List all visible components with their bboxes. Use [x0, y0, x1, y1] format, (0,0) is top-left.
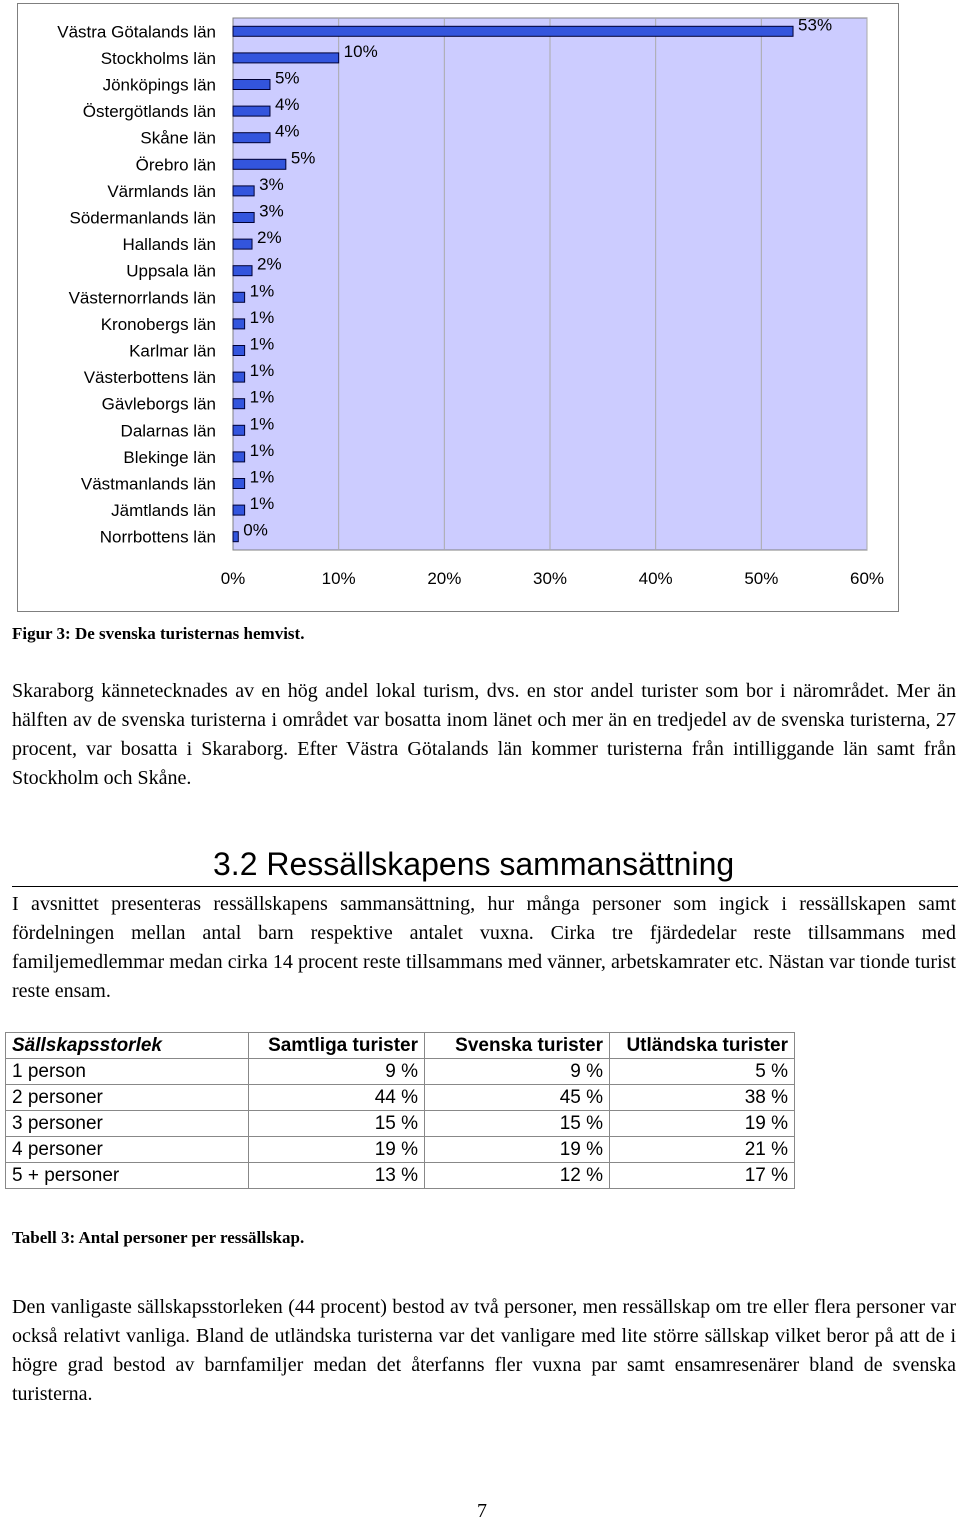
category-label: Örebro län [135, 155, 216, 175]
paragraph-section: I avsnittet presenteras ressällskapens sammansättning, hur många personer som ingick i ressällskapen samt fördelningen mellan antal barn respektive antalet vuxna. Cirka tre fjärdedelar reste tillsammans med familjemedlemmar medan cirka 14 procent reste tillsammans med vänner, arbetskamrater etc. Nästan var tionde turist reste ensam. [12, 893, 956, 1002]
bar [233, 505, 245, 515]
bar [233, 372, 245, 382]
table-header: Sällskapsstorlek [6, 1033, 249, 1059]
data-label: 4% [274, 95, 300, 115]
bar [233, 532, 238, 542]
table-header-row [6, 1033, 795, 1059]
figure-caption: Figur 3: De svenska turisternas hemvist. [12, 624, 305, 643]
table-cell: 19 % [249, 1137, 425, 1163]
data-label: 1% [249, 281, 275, 301]
data-label: 1% [249, 307, 275, 327]
paragraph-discussion: Den vanligaste sällskapsstorleken (44 procent) bestod av två personer, men ressällskap om tre eller flera personer var också relativt vanliga. Bland de utländska turisterna var det vanligare med lite större sällskap vilket beror på att de i högre grad bestod av barnfamiljer medan det återfanns fler vuxna par samt ensamresenärer bland de svenska turisterna. [12, 1296, 956, 1405]
category-label: Västmanlands län [80, 474, 216, 494]
data-label: 4% [274, 121, 300, 141]
table-cell: 5 + personer [6, 1163, 249, 1189]
data-label: 0% [243, 520, 268, 540]
category-label: Norrbottens län [99, 527, 216, 547]
category-label: Stockholms län [100, 48, 216, 68]
bar [233, 266, 252, 276]
page-number: 7 [477, 1500, 487, 1522]
table-row [6, 1085, 795, 1111]
bar [233, 26, 793, 36]
table-cell: 19 % [610, 1111, 795, 1137]
data-label: 1% [249, 467, 275, 487]
x-tick-label: 0% [220, 569, 246, 588]
table-row [6, 1163, 795, 1189]
table-cell: 2 personer [6, 1085, 249, 1111]
bar [233, 319, 245, 329]
table-row [6, 1137, 795, 1163]
data-label: 3% [259, 174, 284, 194]
x-tick-label: 20% [427, 569, 462, 588]
table-row [6, 1111, 795, 1137]
table-caption: Tabell 3: Antal personer per ressällskap. [12, 1228, 305, 1247]
bar [233, 106, 270, 116]
table-cell: 44 % [249, 1085, 425, 1111]
bar [233, 186, 254, 196]
category-label: Skåne län [140, 128, 216, 148]
data-label: 5% [274, 68, 300, 88]
table-cell: 17 % [610, 1163, 795, 1189]
paragraph-intro: Skaraborg kännetecknades av en hög andel lokal turism, dvs. en stor andel turister som bor i närområdet. Mer än hälften av de svenska turisterna i området var bosatta inom länet och mer än en tredjedel av de svenska turisterna, 27 procent, var bosatta i Skaraborg. Efter Västra Götalands län kommer turisterna från intilliggande län samt från Stockholm och Skåne. [12, 680, 956, 789]
table-cell: 38 % [610, 1085, 795, 1111]
data-label: 2% [257, 228, 282, 248]
section-heading: 3.2 Ressällskapens sammansättning [213, 846, 735, 882]
bar [233, 239, 252, 249]
table-cell: 9 % [249, 1059, 425, 1085]
data-label: 10% [343, 41, 378, 61]
bar [233, 53, 339, 63]
x-tick-label: 30% [532, 569, 568, 588]
table-cell: 45 % [425, 1085, 610, 1111]
category-label: Västernorrlands län [68, 288, 216, 308]
category-label: Jämtlands län [111, 501, 216, 521]
category-label: Jönköpings län [102, 75, 216, 95]
table-header: Utländska turister [610, 1033, 795, 1059]
bar [233, 425, 245, 435]
table-row [6, 1059, 795, 1085]
bar [233, 399, 245, 409]
table-cell: 15 % [425, 1111, 610, 1137]
bar [233, 479, 245, 489]
category-label: Östergötlands län [82, 102, 216, 122]
category-label: Kronobergs län [100, 314, 216, 334]
category-label: Blekinge län [123, 447, 216, 467]
bar-chart [0, 0, 960, 620]
category-label: Dalarnas län [120, 421, 216, 441]
data-table [5, 1032, 795, 1189]
category-label: Hallands län [122, 235, 216, 255]
table-cell: 9 % [425, 1059, 610, 1085]
data-label: 1% [249, 440, 275, 460]
data-label: 1% [249, 387, 275, 407]
table-cell: 12 % [425, 1163, 610, 1189]
table-cell: 15 % [249, 1111, 425, 1137]
bar [233, 133, 270, 143]
data-label: 1% [249, 334, 275, 354]
bar [233, 213, 254, 223]
data-label: 1% [249, 494, 275, 514]
table-cell: 4 personer [6, 1137, 249, 1163]
table-header: Samtliga turister [249, 1033, 425, 1059]
bar [233, 452, 245, 462]
bar [233, 80, 270, 90]
category-label: Uppsala län [126, 261, 216, 281]
heading-rule [12, 886, 958, 887]
table-cell: 13 % [249, 1163, 425, 1189]
data-label: 3% [259, 201, 284, 221]
table-cell: 21 % [610, 1137, 795, 1163]
table-cell: 3 personer [6, 1111, 249, 1137]
category-label: Västra Götalands län [57, 22, 216, 42]
x-tick-label: 10% [321, 569, 356, 588]
data-label: 1% [249, 414, 275, 434]
x-tick-label: 60% [849, 569, 885, 588]
x-tick-label: 40% [638, 569, 673, 588]
bar [233, 292, 245, 302]
table-cell: 5 % [610, 1059, 795, 1085]
data-label: 1% [249, 361, 275, 381]
table-header: Svenska turister [425, 1033, 610, 1059]
category-label: Värmlands län [107, 181, 216, 201]
data-label: 2% [257, 254, 282, 274]
category-label: Västerbottens län [83, 368, 216, 388]
data-label: 53% [798, 15, 833, 35]
bar [233, 346, 245, 356]
x-tick-label: 50% [744, 569, 779, 588]
category-label: Södermanlands län [69, 208, 216, 228]
data-label: 5% [290, 148, 316, 168]
table-cell: 19 % [425, 1137, 610, 1163]
bar [233, 159, 286, 169]
category-label: Gävleborgs län [101, 394, 216, 414]
category-label: Karlmar län [129, 341, 216, 361]
table-cell: 1 person [6, 1059, 249, 1085]
